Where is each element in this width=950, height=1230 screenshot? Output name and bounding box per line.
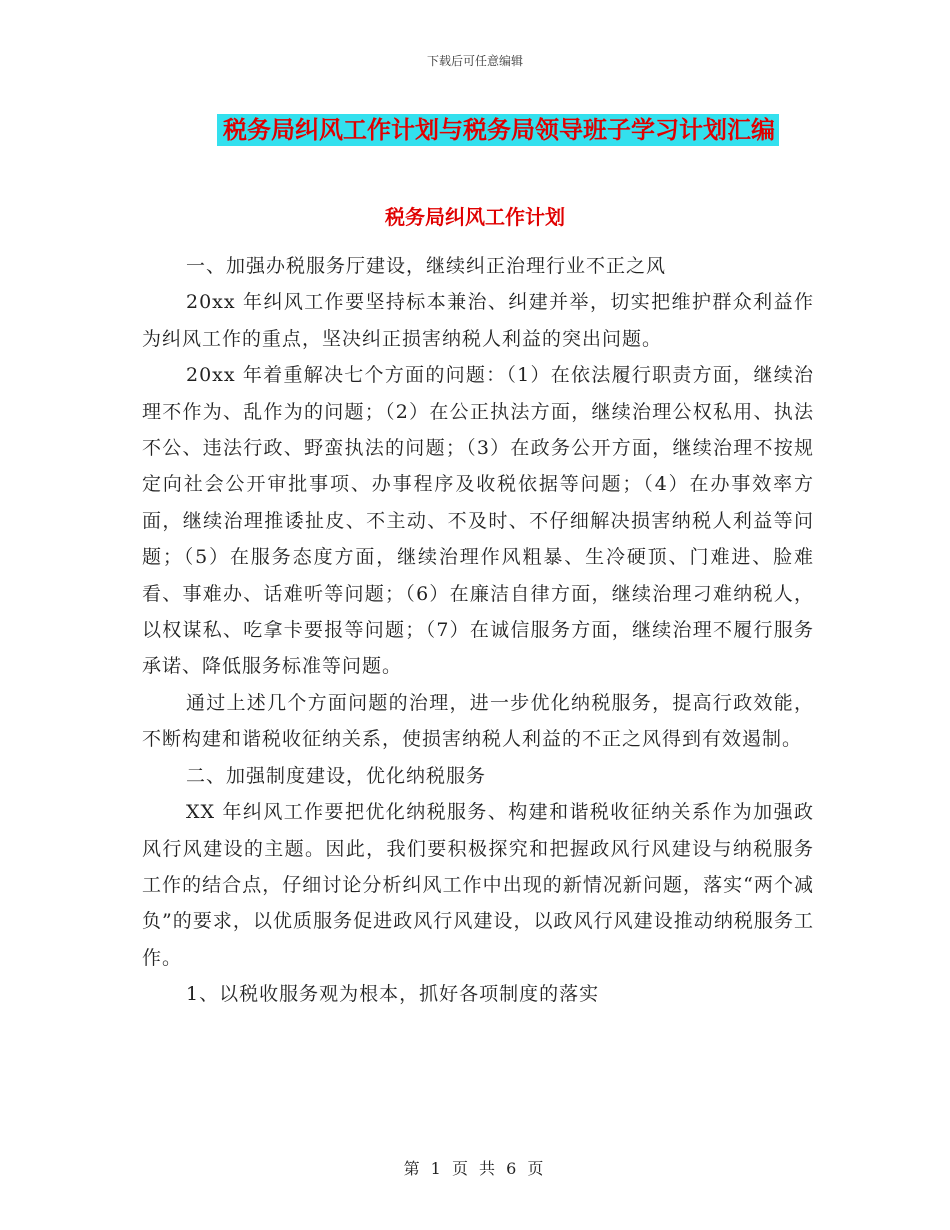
- paragraph: 通过上述几个方面问题的治理，进一步优化纳税服务，提高行政效能，不断构建和谐税收征纳关系，使损害纳税人利益的不正之风得到有效遏制。: [142, 691, 814, 751]
- paragraph: XX 年纠风工作要把优化纳税服务、构建和谐税收征纳关系作为加强政风行风建设的主题。因此，我们要积极探究和把握政风行风建设与纳税服务工作的结合点，仔细讨论分析纠风工作中出现的新情况新问题，落实“两个减负”的要求，以优质服务促进政风行风建设，以政风行风建设推动纳税服务工作。: [142, 801, 814, 969]
- paragraph-heading-1: 一、加强办税服务厅建设，继续纠正治理行业不正之风: [186, 255, 667, 277]
- paragraph: 20xx 年着重解决七个方面的问题：（1）在依法履行职责方面，继续治理不作为、乱作为的问题；（2）在公正执法方面，继续治理公权私用、执法不公、违法行政、野蛮执法的问题；（3）在政务公开方面，继续治理不按规定向社会公开审批事项、办事程序及收税依据等问题；（4）在办事效率方面，继续治理推诿扯皮、不主动、不及时、不仔细解决损害纳税人利益等问题；（5）在服务态度方面，继续治理作风粗暴、生冷硬顶、门难进、脸难看、事难办、话难听等问题；（6）在廉洁自律方面，继续治理刁难纳税人，以权谋私、吃拿卡要报等问题；（7）在诚信服务方面，继续治理不履行服务承诺、降低服务标准等问题。: [142, 364, 814, 678]
- document-body: [142, 248, 814, 1013]
- paragraph: 20xx 年纠风工作要坚持标本兼治、纠建并举，切实把维护群众利益作为纠风工作的重点，坚决纠正损害纳税人利益的突出问题。: [142, 291, 814, 350]
- page-number: 第 1 页 共 6 页: [403, 1159, 547, 1178]
- paragraph-heading-2: 二、加强制度建设，优化纳税服务: [186, 764, 487, 787]
- document-title: 税务局纠风工作计划与税务局领导班子学习计划汇编: [217, 114, 779, 146]
- section-title: 税务局纠风工作计划: [385, 205, 565, 229]
- paragraph-subheading: 1、以税收服务观为根本，抓好各项制度的落实: [186, 983, 600, 1006]
- document-title-wrap: [0, 114, 950, 146]
- header-note: 下载后可任意编辑: [426, 54, 523, 68]
